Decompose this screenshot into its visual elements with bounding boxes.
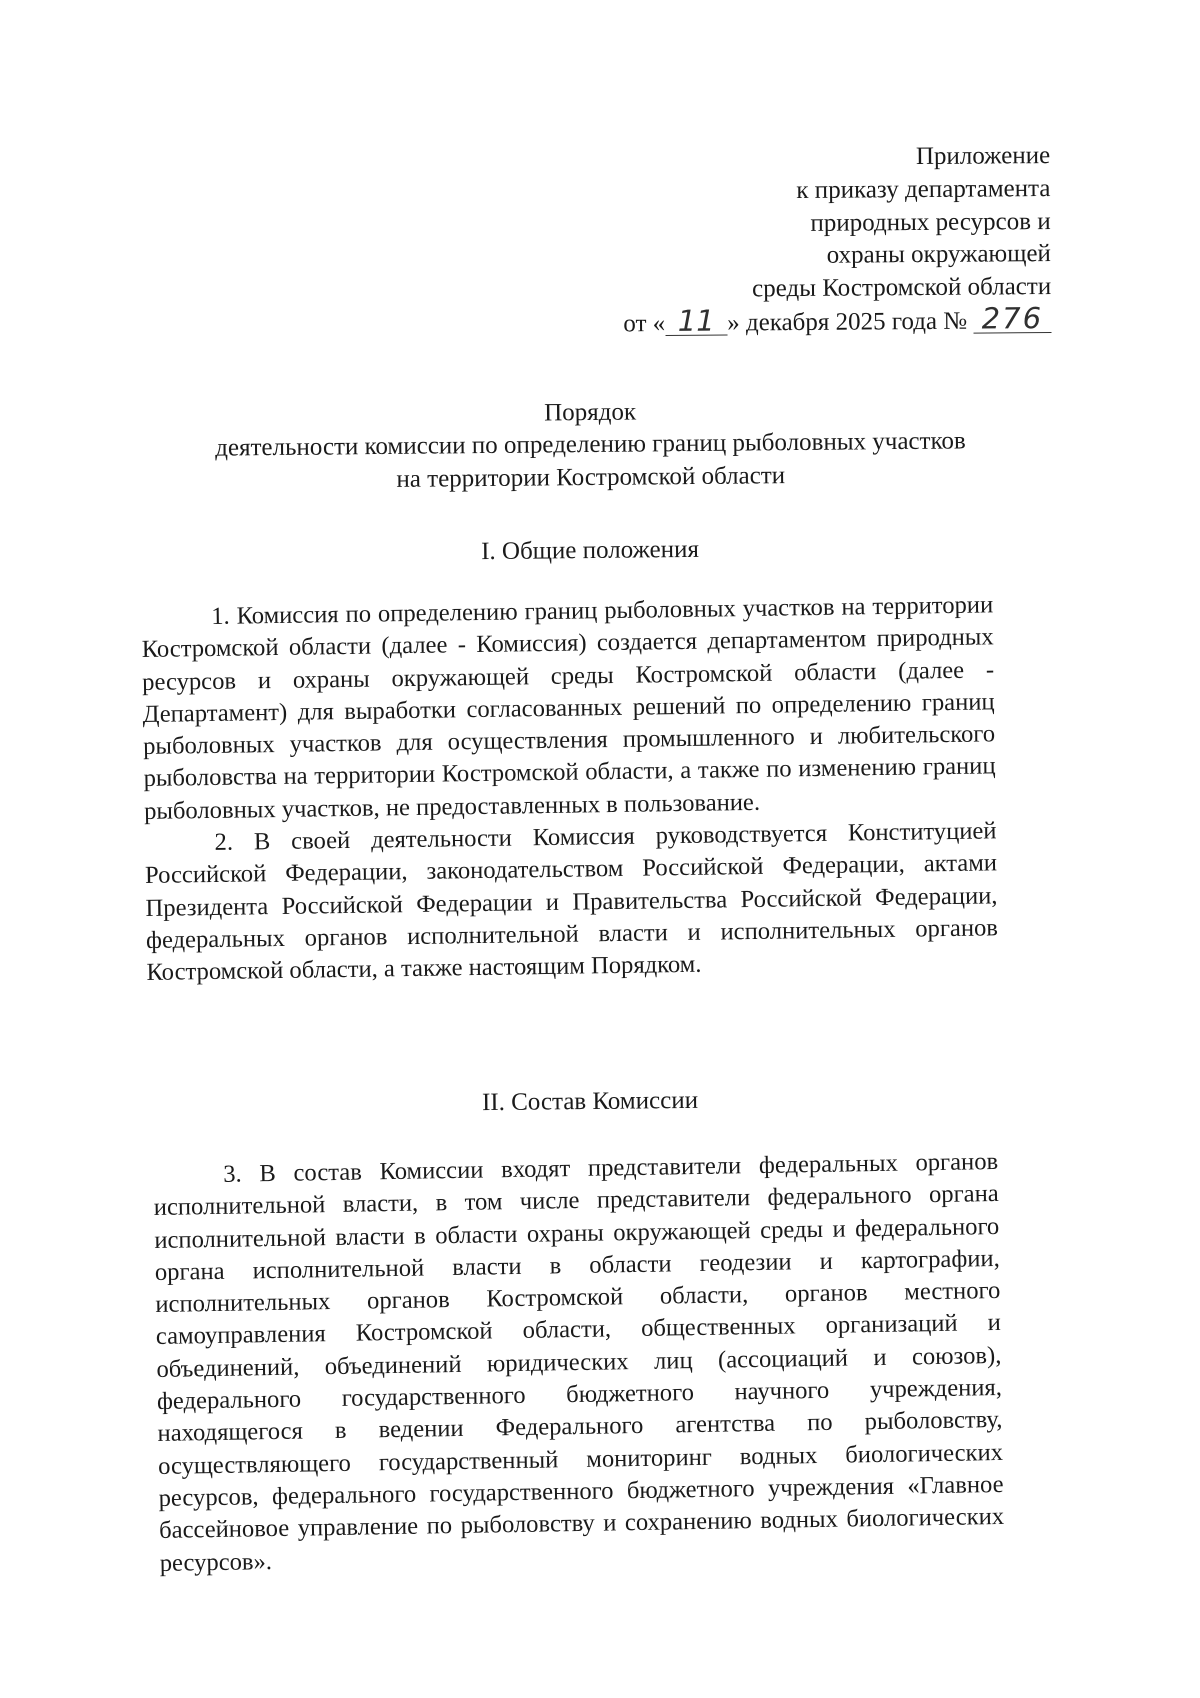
- title-line-3: на территории Костромской области: [396, 461, 786, 493]
- paragraph-2: 2. В своей деятельности Комиссия руководствуется Конституцией Российской Федерации, законодательством Российской Федерации, актами Президента Российской Федерации и Правительства Российской Федерации, федеральных органов исполнительной власти и исполнительных органов Костромской области, а также настоящим Порядком.: [144, 817, 999, 987]
- title-line-1: Порядок: [544, 398, 637, 427]
- section-2-heading: II. Состав Комиссии: [481, 1086, 699, 1117]
- document-title: [150, 393, 1031, 499]
- handwritten-day: 11: [665, 307, 727, 336]
- section-2-body: [153, 1146, 1005, 1580]
- handwritten-order-number: 276: [973, 304, 1051, 334]
- annex-line-1: Приложение: [915, 141, 1051, 171]
- paragraph-1: 1. Комиссия по определению границ рыболовных участков на территории Костромской области (далее - Комиссия) создается департаментом природных ресурсов и охраны окружающей среды Костромской области (далее - Департамент) для выработки согласованных решений по определению границ рыболовных участков для осуществления промышленного и любительского рыболовства на территории Костромской области, а также по изменению границ рыболовных участков, не предоставленных в пользование.: [141, 591, 996, 825]
- annex-header: [490, 140, 1052, 342]
- order-date-line: [491, 301, 1051, 342]
- annex-line-5: среды Костромской области: [752, 273, 1052, 303]
- title-line-2: деятельности комиссии по определению границ рыболовных участков: [215, 427, 966, 463]
- annex-line-3: природных ресурсов и: [810, 207, 1051, 237]
- section-1-body: [141, 589, 999, 989]
- annex-line-4: охраны окружающей: [826, 240, 1052, 270]
- annex-line-2: к приказу департамента: [796, 174, 1051, 204]
- date-middle: » декабря 2025 года №: [727, 307, 968, 337]
- date-prefix: от «: [623, 310, 666, 338]
- paragraph-3: 3. В состав Комиссии входят представители федеральных органов исполнительной власти, в том числе представители федерального органа исполнительной власти в области охраны окружающей среды и федерального органа исполнительной власти в области геодезии и картографии, исполнительных органов Костромской области, органов местного самоуправления Костромской области, общественных организаций и объединений, объединений юридических лиц (ассоциаций и союзов), федерального государственного бюджетного научного учреждения, находящегося в ведении Федерального агентства по рыболовству, осуществляющего государственный мониторинг водных биологических ресурсов, федерального государственного бюджетного учреждения «Главное бассейновое управление по рыболовству и сохранению водных биологических ресурсов».: [153, 1147, 1005, 1577]
- section-1-heading: I. Общие положения: [480, 535, 700, 566]
